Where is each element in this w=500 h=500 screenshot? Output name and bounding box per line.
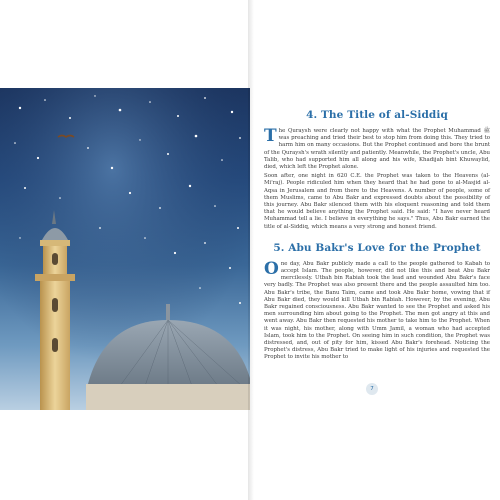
book-gutter [248, 0, 254, 500]
section-2-paragraph-1 [264, 258, 490, 362]
minaret-upper-balcony [40, 240, 70, 246]
night-sky-mosque-illustration [0, 88, 250, 410]
minaret-balcony [35, 274, 75, 281]
dropcap-o: O [264, 258, 279, 279]
section-1-paragraph-2: Soon after, one night in 620 C.E. the Prophet was taken to the Heavens (al-Mi'raj). People ridiculed him when they heard that he had gone to al-Masjid al-Aqsa in Jerusalem and from there to the Heavens. A number of people, some of them Muslims, came to Abu Bakr and expressed doubts about the possibility of this journey. Abu Bakr silenced them with his eloquent reasoning and told them that he would believe anything the Prophet said. He said: "I have never heard Muhammad tell a lie. I believe in everything he says." Thus, Abu Bakr earned the title of al-Siddiq, which means a very strong and honest friend. [264, 173, 490, 230]
illustration-art [0, 88, 250, 410]
paragraph-text: ne day, Abu Bakr publicly made a call to the people gathered to Kabah to accept Islam. The people, however, did not like this and beat Abu Bakr mercilessly. Utbah bin Rabiah took the lead and wounded Abu Bakr's face very badly. The Prophet was also present there and the people assaulted him too. Abu Bakr's tribe, the Banu Taim, came and took Abu Bakr home, vowing that if Abu Bakr died, they would kill Utbah bin Rabiah. However, by the evening, Abu Bakr regained consciousness. Abu Bakr wanted to see the Prophet and asked his men surrounding him about going to the Prophet. The men got angry at this and went away. Abu Bakr then requested his mother to take him to the Prophet. When it was night, his mother, along with Umm Jamil, a woman who had accepted Islam, took him to the Prophet. On seeing him in such condition, the Prophet was distressed, and, out of pity for him, kissed Abu Bakr's forehead. Noticing the Prophet's distress, Abu Bakr tried to make light of his injuries and requested the Prophet to invite his mother to [264, 260, 490, 361]
paragraph-text: he Quraysh were clearly not happy with what the Prophet Muhammad ﷺ was preaching and tried their best to stop him from doing this. They tried to harm him on many occasions. But the Prophet continued and bore the brunt of the Quraysh's wrath silently and patiently. Meanwhile, the Prophet's uncle, Abu Talib, who had supported him all along and his wife, Khadijah bint Khuwaylid, died, which left the Prophet alone. [264, 128, 490, 171]
page-number-badge: 7 [366, 383, 378, 395]
section-1-paragraph-1 [264, 128, 490, 171]
mosque-wall [86, 384, 250, 410]
section-title-love: 5. Abu Bakr's Love for the Prophet [273, 241, 481, 254]
section-title-siddiq: 4. The Title of al-Siddiq [306, 109, 448, 121]
text-page [264, 108, 490, 500]
dome-finial [166, 304, 170, 320]
dropcap-t: T [264, 126, 277, 146]
